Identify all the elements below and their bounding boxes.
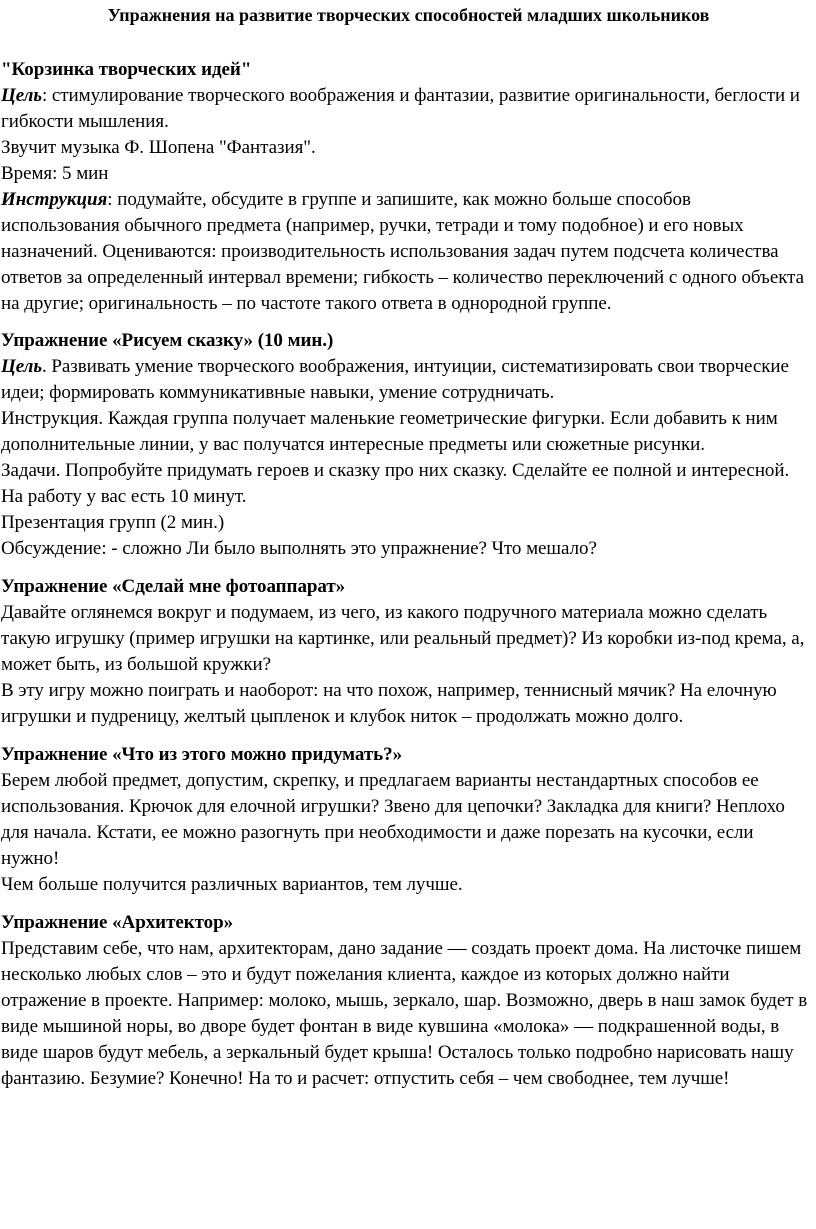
body-paragraph: Берем любой предмет, допустим, скрепку, и предлагаем варианты нестандартных способов ее использования. Крючок для елочной игрушки? Звено для цепочки? Закладка для книги? Неплохо для начала. Кстати, ее можно разогнуть при необходимости и даже порезать на кусочки, если нужно! xyxy=(1,770,785,869)
section-make-camera xyxy=(1,574,810,730)
section-architect xyxy=(1,910,810,1092)
instruction-text: : подумайте, обсудите в группе и запишите, как можно больше способов использования обычного предмета (например, ручки, тетради и тому подобное) и его новых назначений. Оцениваются: производительность использования задач путем подсчета количества ответов за определенный интервал времени; гибкость – количество переключений с одного объекта на другие; оригинальность – по частоте такого ответа в однородной группе. xyxy=(1,189,805,314)
goal-label: Цель xyxy=(1,85,42,106)
goal-paragraph xyxy=(1,83,810,135)
instruction-paragraph: Инструкция. Каждая группа получает маленькие геометрические фигурки. Если добавить к ним дополнительные линии, у вас получатся интересные предметы или сюжетные рисунки. xyxy=(1,408,778,455)
goal-text: : стимулирование творческого воображения и фантазии, развитие оригинальности, беглости и гибкости мышления. xyxy=(1,85,800,132)
document-title: Упражнения на развитие творческих способностей младших школьников xyxy=(107,5,710,25)
section-heading: "Корзинка творческих идей" xyxy=(1,59,252,80)
body-paragraph: Представим себе, что нам, архитекторам, дано задание — создать проект дома. На листочке пишем несколько любых слов – это и будут пожелания клиента, каждое из которых должно найти отражение в проекте. Например: молоко, мышь, зеркало, шар. Возможно, дверь в наш замок будет в виде мышиной норы, во дворе будет фонтан в виде кувшина «молока» — подкрашенной воды, в виде шаров будут мебель, а зеркальный будет крыша! Осталось только подробно нарисовать нашу фантазию. Безумие? Конечно! На то и расчет: отпустить себя – чем свободнее, тем лучше! xyxy=(1,938,808,1089)
section-what-to-invent xyxy=(1,742,810,898)
section-heading: Упражнение «Архитектор» xyxy=(1,912,234,933)
section-heading: Упражнение «Что из этого можно придумать?» xyxy=(1,744,403,765)
body-paragraph: В эту игру можно поиграть и наоборот: на что похож, например, теннисный мячик? На елочную игрушки и пудреницу, желтый цыпленок и клубок ниток – продолжать можно долго. xyxy=(1,680,777,727)
body-paragraph: Чем больше получится различных вариантов, тем лучше. xyxy=(1,874,463,895)
instruction-paragraph xyxy=(1,187,810,317)
instruction-label: Инструкция xyxy=(1,189,108,210)
section-heading: Упражнение «Сделай мне фотоаппарат» xyxy=(1,576,346,597)
section-draw-fairytale xyxy=(1,328,810,562)
tasks-paragraph: Задачи. Попробуйте придумать героев и сказку про них сказку. Сделайте ее полной и интересной. На работу у вас есть 10 минут. xyxy=(1,460,790,507)
music-line: Звучит музыка Ф. Шопена "Фантазия". xyxy=(1,137,316,158)
section-heading: Упражнение «Рисуем сказку» (10 мин.) xyxy=(1,330,334,351)
goal-text: . Развивать умение творческого воображения, интуиции, систематизировать свои творческие идеи; формировать коммуникативные навыки, умение сотрудничать. xyxy=(1,356,789,403)
body-paragraph: Давайте оглянемся вокруг и подумаем, из чего, из какого подручного материала можно сделать такую игрушку (пример игрушки на картинке, или реальный предмет)? Из коробки из-под крема, а, может быть, из большой кружки? xyxy=(1,602,805,675)
time-line: Время: 5 мин xyxy=(1,163,109,184)
discussion-line: Обсуждение: - сложно Ли было выполнять это упражнение? Что мешало? xyxy=(1,538,597,559)
section-creative-basket xyxy=(1,57,810,317)
goal-paragraph xyxy=(1,354,810,406)
presentation-line: Презентация групп (2 мин.) xyxy=(1,512,225,533)
goal-label: Цель xyxy=(1,356,42,377)
